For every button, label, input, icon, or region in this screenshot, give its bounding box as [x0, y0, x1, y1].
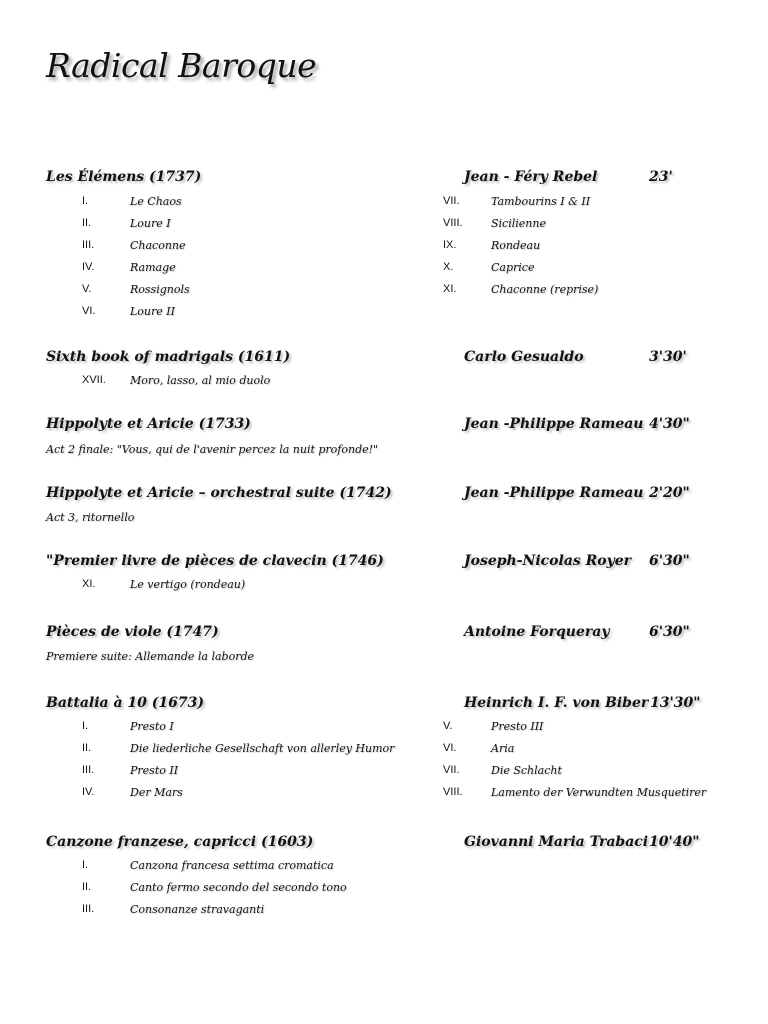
movement-title: Ramage — [130, 261, 176, 274]
movement-number: II. — [82, 742, 92, 754]
movement-title: Presto III — [491, 720, 544, 733]
movement-title: Die Schlacht — [491, 764, 562, 777]
piece-duration: 10'40" — [649, 834, 700, 850]
movement-number: I. — [82, 720, 89, 732]
movement-number: XI. — [82, 578, 96, 590]
movement-number: XI. — [443, 283, 457, 295]
piece-title: Canzone franzese, capricci (1603) — [46, 834, 314, 850]
piece-title: Les Élémens (1737) — [46, 169, 202, 185]
piece-title: "Premier livre de pièces de clavecin (1746) — [46, 553, 384, 569]
movement-number: I. — [82, 195, 89, 207]
movement-number: V. — [443, 720, 453, 732]
movement-title: Le Chaos — [130, 195, 182, 208]
movement-number: VIII. — [443, 786, 463, 798]
movement-title: Loure II — [130, 305, 175, 318]
piece-composer: Jean -Philippe Rameau — [464, 416, 644, 432]
piece-duration: 6'30" — [649, 553, 690, 569]
piece-title: Sixth book of madrigals (1611) — [46, 349, 291, 365]
movement-title: Moro, lasso, al mio duolo — [130, 374, 271, 387]
piece-duration: 23' — [649, 169, 673, 185]
piece-duration: 3'30' — [649, 349, 687, 365]
piece-duration: 2'20" — [649, 485, 690, 501]
movement-number: V. — [82, 283, 92, 295]
movement-title: Der Mars — [130, 786, 183, 799]
piece-composer: Giovanni Maria Trabaci — [464, 834, 649, 850]
page-title: Radical Baroque — [46, 46, 317, 85]
movement-number: II. — [82, 217, 92, 229]
movement-title: Die liederliche Gesellschaft von allerley Humor — [130, 742, 395, 755]
movement-title: Loure I — [130, 217, 171, 230]
movement-title: Canzona francesa settima cromatica — [130, 859, 334, 872]
piece-composer: Joseph-Nicolas Royer — [464, 553, 632, 569]
movement-number: III. — [82, 239, 95, 251]
movement-number: III. — [82, 903, 95, 915]
movement-number: VI. — [443, 742, 457, 754]
movement-title: Rossignols — [130, 283, 190, 296]
movement-number: XVII. — [82, 374, 106, 386]
movement-title: Lamento der Verwundten Musquetirer — [491, 786, 707, 799]
piece-duration: 13'30" — [650, 695, 701, 711]
movement-number: VII. — [443, 195, 460, 207]
movement-title: Chaconne (reprise) — [491, 283, 599, 296]
movement-number: IV. — [82, 786, 95, 798]
movement-title: Le vertigo (rondeau) — [130, 578, 246, 591]
movement-title: Caprice — [491, 261, 535, 274]
piece-title: Battalia à 10 (1673) — [46, 695, 205, 711]
piece-composer: Carlo Gesualdo — [464, 349, 584, 365]
movement-number: VI. — [82, 305, 96, 317]
piece-composer: Jean - Féry Rebel — [464, 169, 598, 185]
piece-title: Pièces de viole (1747) — [46, 624, 219, 640]
movement-number: II. — [82, 881, 92, 893]
piece-composer: Heinrich I. F. von Biber — [464, 695, 649, 711]
movement-number: X. — [443, 261, 454, 273]
movement-number: VII. — [443, 764, 460, 776]
movement-title: Rondeau — [491, 239, 541, 252]
movement-title: Presto I — [130, 720, 174, 733]
movement-number: IV. — [82, 261, 95, 273]
movement-title: Presto II — [130, 764, 179, 777]
movement-number: I. — [82, 859, 89, 871]
movement-title: Aria — [491, 742, 515, 755]
piece-duration: 6'30" — [649, 624, 690, 640]
piece-composer: Jean -Philippe Rameau — [464, 485, 644, 501]
movement-title: Tambourins I & II — [491, 195, 591, 208]
piece-note: Act 3, ritornello — [46, 511, 135, 524]
movement-number: III. — [82, 764, 95, 776]
piece-duration: 4'30" — [649, 416, 690, 432]
movement-title: Chaconne — [130, 239, 186, 252]
piece-note: Act 2 finale: "Vous, qui de l'avenir percez la nuit profonde!" — [46, 443, 379, 456]
piece-composer: Antoine Forqueray — [464, 624, 610, 640]
movement-title: Sicilienne — [491, 217, 546, 230]
piece-title: Hippolyte et Aricie – orchestral suite (1742) — [46, 485, 392, 501]
piece-title: Hippolyte et Aricie (1733) — [46, 416, 251, 432]
piece-note: Premiere suite: Allemande la laborde — [46, 650, 255, 663]
movement-title: Canto fermo secondo del secondo tono — [130, 881, 347, 894]
movement-title: Consonanze stravaganti — [130, 903, 265, 916]
movement-number: VIII. — [443, 217, 463, 229]
movement-number: IX. — [443, 239, 457, 251]
